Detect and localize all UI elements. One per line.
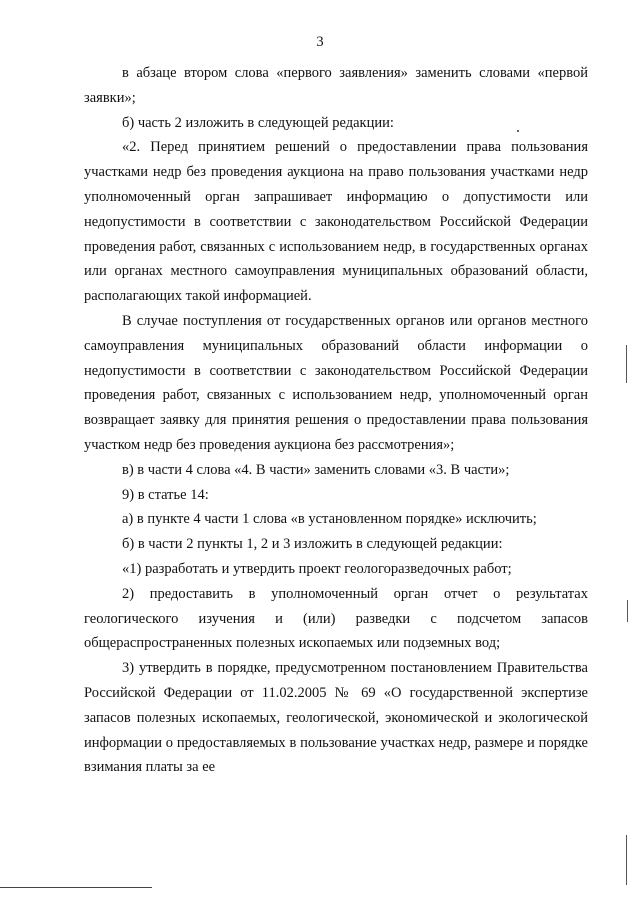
scan-artifact-dot [517, 130, 519, 132]
paragraph: б) часть 2 изложить в следующей редакции: [122, 114, 394, 131]
paragraph: 9) в статье 14: [122, 486, 209, 503]
paragraph: б) в части 2 пункты 1, 2 и 3 изложить в следующей редакции: [122, 536, 503, 553]
paragraph: «2. Перед принятием решений о предоставлении права пользования участками недр без проведения аукциона на право пользования участками недр уполномоченный орган запрашивает информацию о допустимости или недопустимости в соответствии с законодательством Российской Федерации проведения работ, связанных с использованием недр, в государственных органах или органах местного самоуправления муниципальных образований области, располагающих такой информацией. [84, 139, 588, 305]
paragraph: в абзаце втором слова «первого заявления» заменить словами «первой заявки»; [84, 65, 588, 106]
scan-margin-mark [626, 345, 627, 383]
paragraph: а) в пункте 4 части 1 слова «в установленном порядке» исключить; [122, 511, 537, 528]
page-number: 3 [316, 34, 324, 50]
scan-margin-mark [626, 835, 627, 885]
paragraph: 3) утвердить в порядке, предусмотренном постановлением Правительства Российской Федерации от 11.02.2005 № 69 «О государственной экспертизе запасов полезных ископаемых, геологической, экономической и экологической информации о предоставляемых в пользование участках недр, размере и порядке взимания платы за ее [84, 660, 588, 776]
document-body [84, 61, 588, 780]
paragraph: «1) разработать и утвердить проект геологоразведочных работ; [122, 560, 512, 577]
footnote-separator-line [0, 887, 152, 888]
scan-margin-mark [627, 600, 628, 622]
paragraph: В случае поступления от государственных органов или органов местного самоуправления муниципальных образований области информации о недопустимости в соответствии с законодательством Российской Федерации проведения работ, связанных с использованием недр, уполномоченный орган возвращает заявку для принятия решения о предоставлении права пользования участком недр без проведения аукциона без рассмотрения»; [84, 312, 588, 453]
paragraph: в) в части 4 слова «4. В части» заменить словами «3. В части»; [122, 461, 510, 478]
paragraph: 2) предоставить в уполномоченный орган отчет о результатах геологического изучения и (или) разведки с подсчетом запасов общераспространенных полезных ископаемых или подземных вод; [84, 585, 588, 652]
